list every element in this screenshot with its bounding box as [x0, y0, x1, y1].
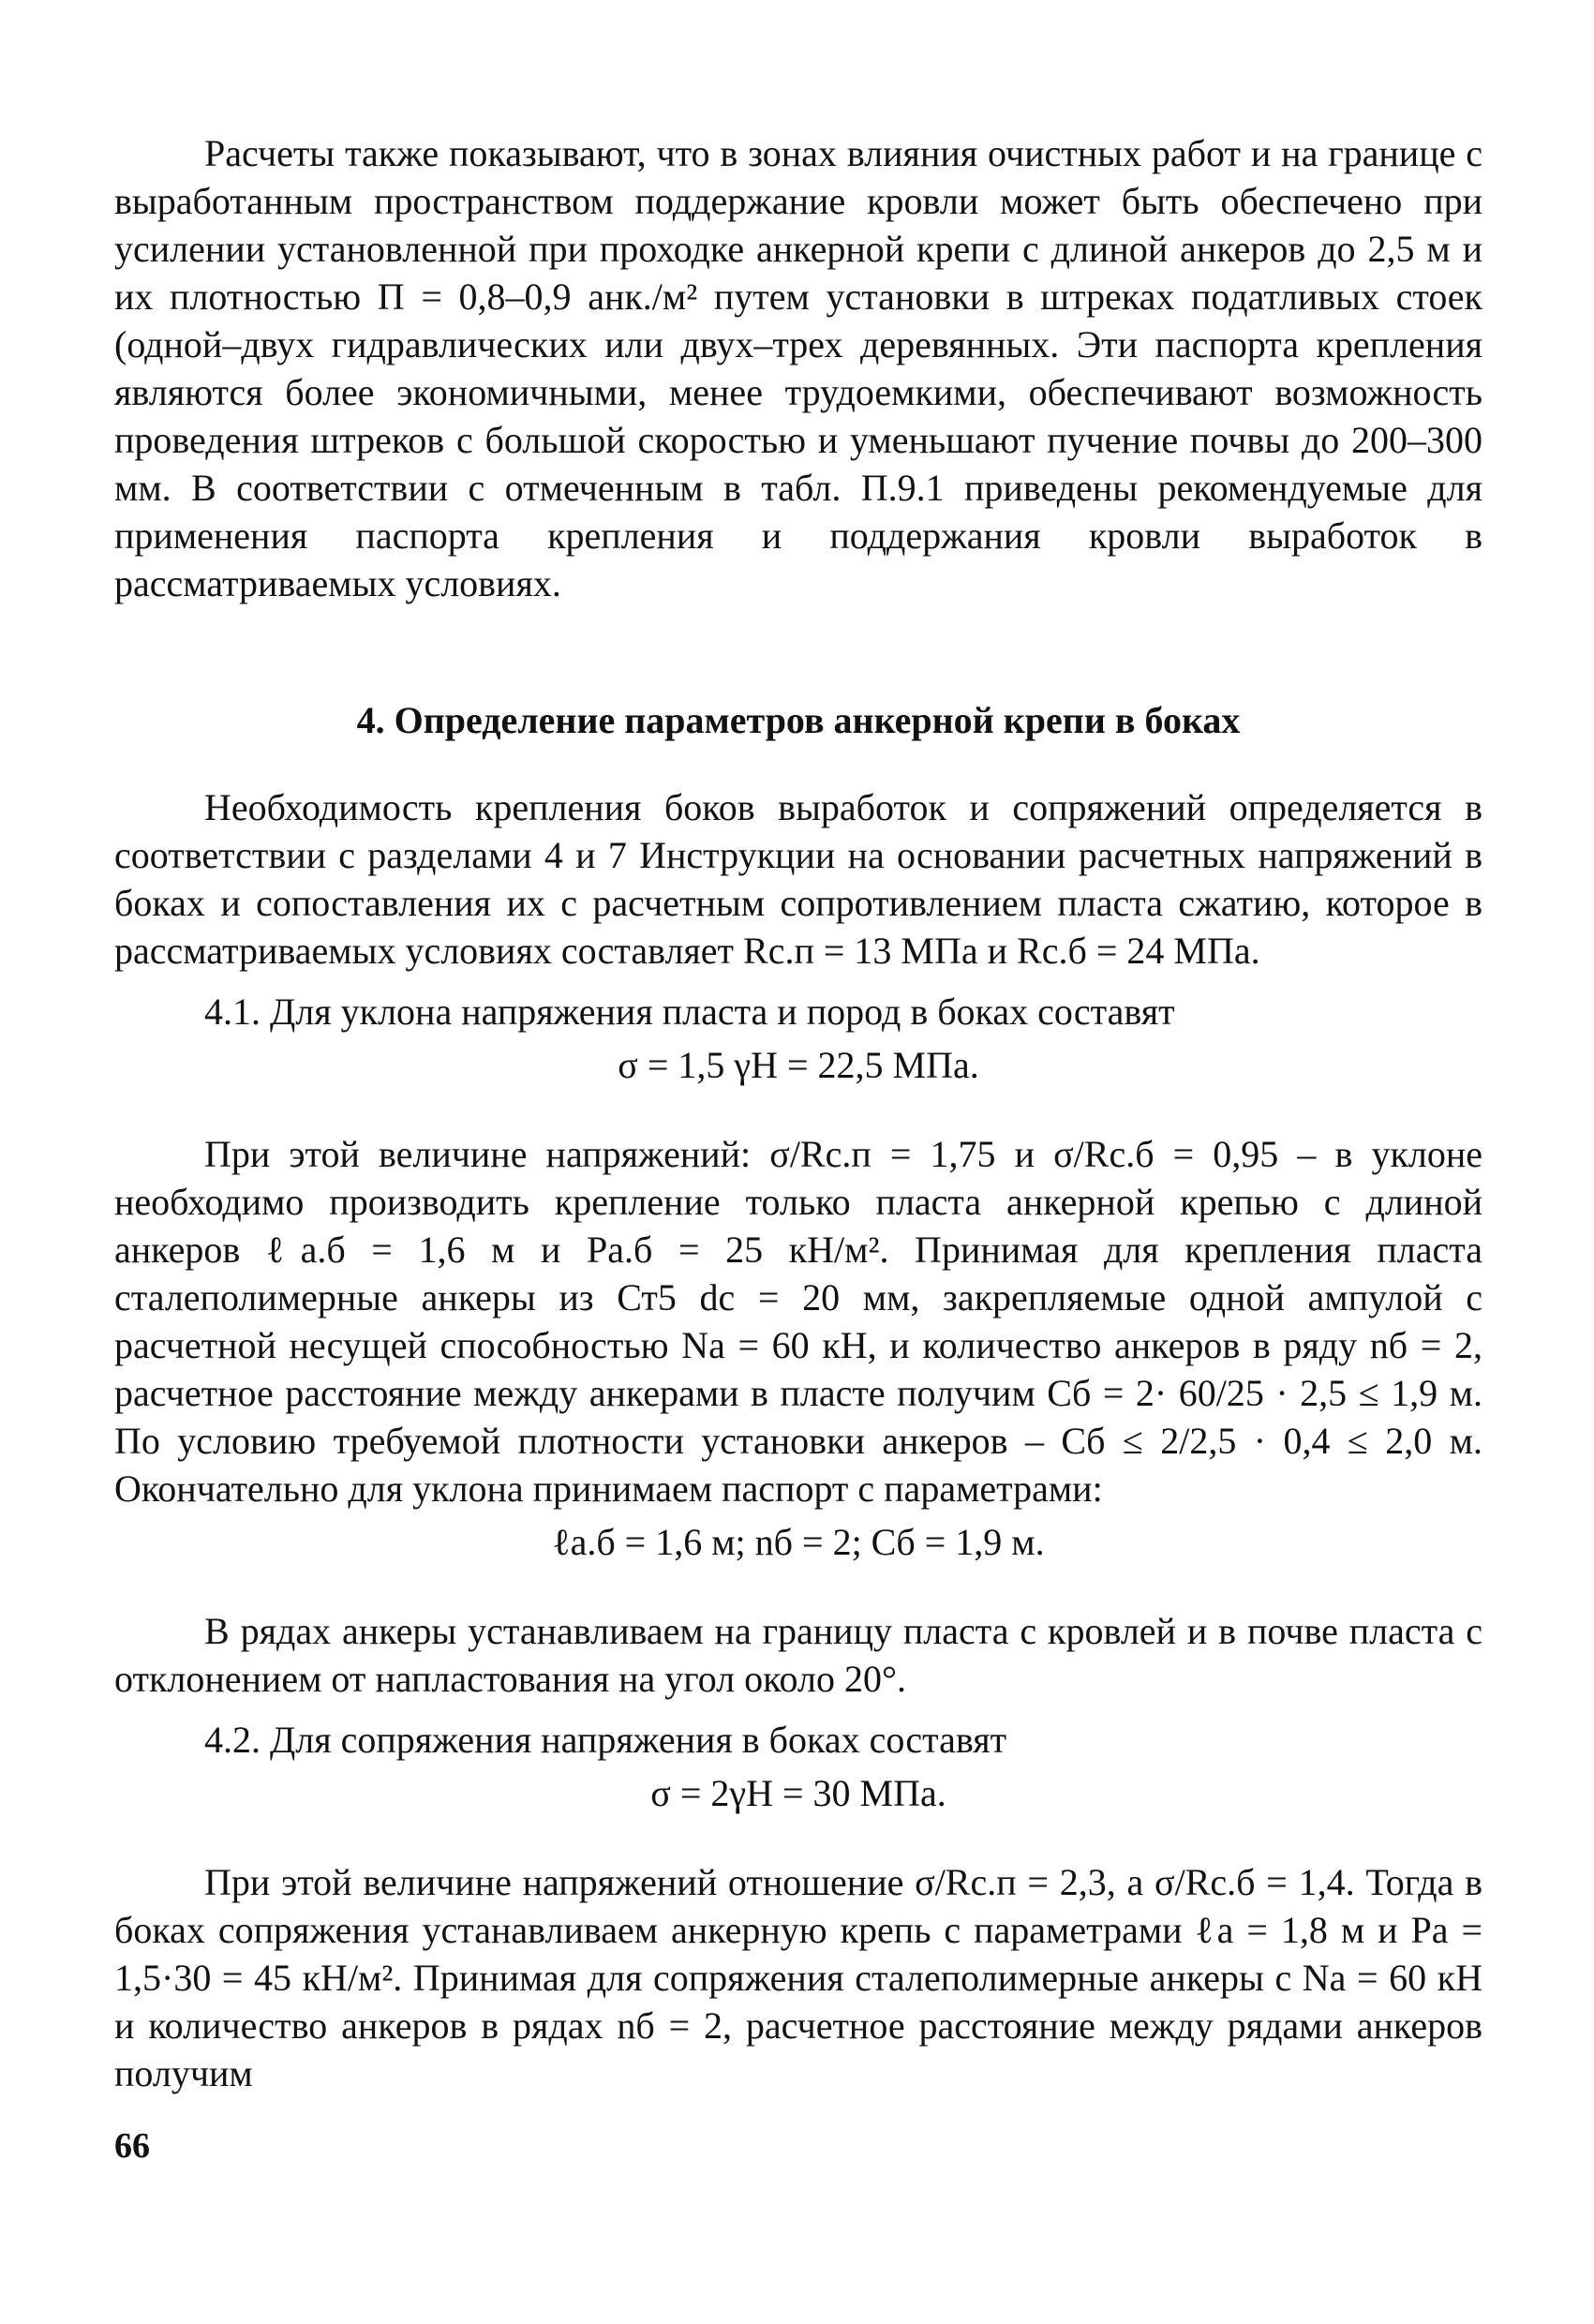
- formula-incline-params: ℓа.б = 1,6 м; nб = 2; Cб = 1,9 м.: [552, 1521, 1045, 1563]
- paragraph-junction-calc: При этой величине напряжений отношение σ/Rс.п = 2,3, а σ/Rс.б = 1,4. Тогда в боках сопряжения устанавливаем анкерную крепь с параметрами ℓа = 1,8 м и Pа = 1,5·30 = 45 кН/м². Принимая для сопряжения сталеполимерные анкеры с Nа = 60 кН и количество анкеров в рядах nб = 2, расчетное расстояние между рядами анкеров получим: [114, 1861, 1482, 2094]
- page-number: 66: [114, 2126, 150, 2166]
- formula-junction-stress: σ = 2γH = 30 МПа.: [650, 1772, 946, 1814]
- section-heading: 4. Определение параметров анкерной крепи в боках: [356, 699, 1241, 741]
- paragraph-junction-intro: 4.2. Для сопряжения напряжения в боках составят: [204, 1719, 1007, 1761]
- page-body: [114, 129, 1482, 2097]
- formula-incline-stress: σ = 1,5 γH = 22,5 МПа.: [618, 1044, 979, 1086]
- paragraph-anchor-rows: В рядах анкеры устанавливаем на границу пласта с кровлей и в почве пласта с отклонением от напластования на угол около 20°.: [114, 1610, 1482, 1700]
- paragraph-incline-calc: При этой величине напряжений: σ/Rс.п = 1,75 и σ/Rс.б = 0,95 – в уклоне необходимо производить крепление только пласта анкерной крепью с длиной анкеров ℓа.б = 1,6 м и Pа.б = 25 кН/м². Принимая для крепления пласта сталеполимерные анкеры из Ст5 dс = 20 мм, закрепляемые одной ампулой с расчетной несущей способностью Nа = 60 кН, и количество анкеров в ряду nб = 2, расчетное расстояние между анкерами в пласте получим Cб = 2· 60/25 · 2,5 ≤ 1,9 м. По условию требуемой плотности установки анкеров – Cб ≤ 2/2,5 · 0,4 ≤ 2,0 м. Окончательно для уклона принимаем паспорт с параметрами:: [114, 1133, 1482, 1510]
- paragraph-side-support: Необходимость крепления боков выработок и сопряжений определяется в соответствии с разделами 4 и 7 Инструкции на основании расчетных напряжений в боках и сопоставления их с расчетным сопротивлением пласта сжатию, которое в рассматриваемых условиях составляет Rс.п = 13 МПа и Rс.б = 24 МПа.: [114, 786, 1482, 972]
- paragraph-incline-intro: 4.1. Для уклона напряжения пласта и пород в боках составят: [204, 991, 1175, 1033]
- paragraph-roof-support: Расчеты также показывают, что в зонах влияния очистных работ и на границе с выработанным пространством поддержание кровли может быть обеспечено при усилении установленной при проходке анкерной крепи с длиной анкеров до 2,5 м и их плотностью П = 0,8–0,9 анк./м² путем установки в штреках податливых стоек (одной–двух гидравлических или двух–трех деревянных. Эти паспорта крепления являются более экономичными, менее трудоемкими, обеспечивают возможность проведения штреков с большой скоростью и уменьшают пучение почвы до 200–300 мм. В соответствии с отмеченным в табл. П.9.1 приведены рекомендуемые для применения паспорта крепления и поддержания кровли выработок в рассматриваемых условиях.: [114, 132, 1482, 604]
